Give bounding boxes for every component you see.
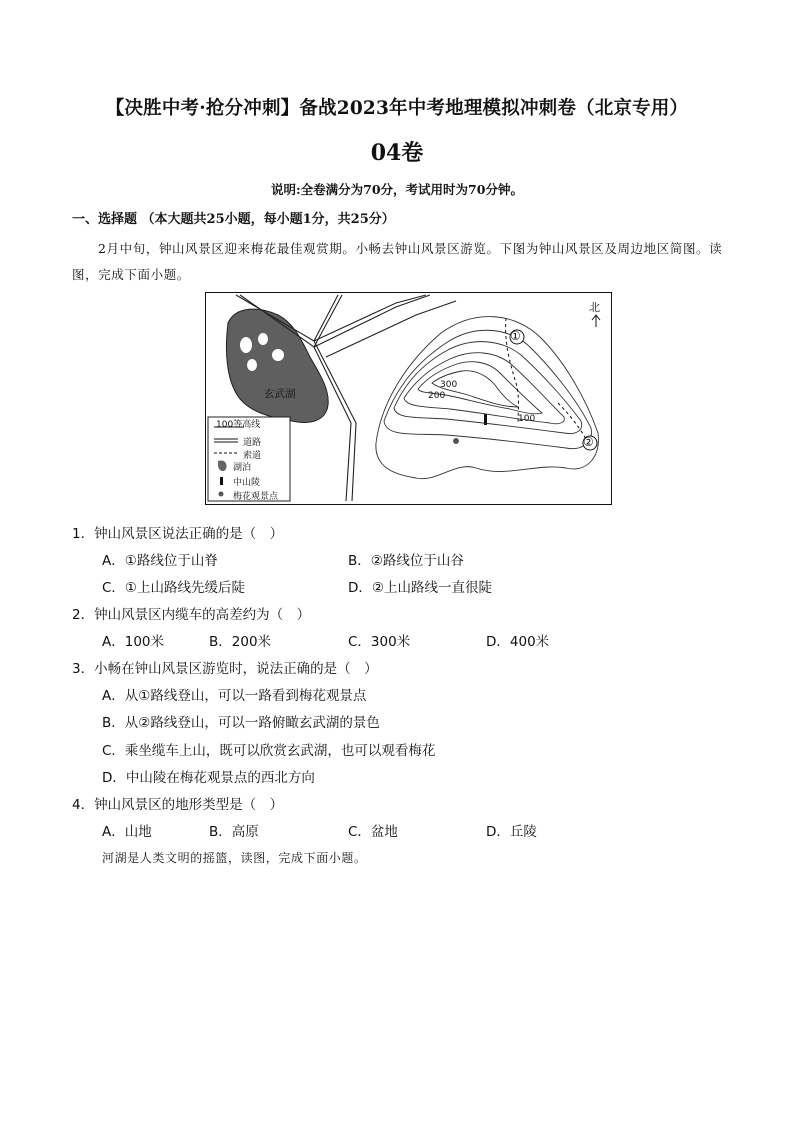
- zhongshan-map: [205, 292, 612, 505]
- legend-contour-prefix: 100: [216, 420, 234, 430]
- legend-cableway: 索道: [243, 451, 262, 461]
- contours: [376, 317, 599, 479]
- question-1: 1．钟山风景区说法正确的是（ ）: [72, 526, 284, 542]
- question-2: 2．钟山风景区内缆车的高差约为（ ）: [72, 607, 311, 623]
- question-3: 3．小畅在钟山风景区游览时，说法正确的是（ ）: [72, 661, 378, 677]
- island-4: [247, 359, 257, 371]
- q4-option-d[interactable]: D．丘陵: [486, 824, 537, 840]
- route-2-label: ②: [583, 435, 594, 449]
- paper-title: 【决胜中考·抢分冲刺】备战2023年中考地理模拟冲刺卷（北京专用）: [105, 98, 689, 119]
- q3-option-b[interactable]: B．从②路线登山，可以一路俯瞰玄武湖的景色: [102, 715, 380, 731]
- route-1-label: ①: [510, 329, 521, 343]
- exam-note: 说明:全卷满分为70分，考试用时为70分钟。: [271, 182, 523, 197]
- contour-300-label: 300: [440, 380, 458, 390]
- next-question-intro: 河湖是人类文明的摇篮，读图，完成下面小题。: [102, 851, 367, 865]
- legend-mausoleum-swatch: [220, 477, 223, 485]
- q4-option-c[interactable]: C．盆地: [348, 824, 398, 840]
- section-heading: 一、选择题 （本大题共25小题，每小题1分，共25分）: [72, 212, 395, 227]
- plum-mark: [453, 438, 459, 444]
- north-arrow: [592, 315, 600, 327]
- question-4: 4．钟山风景区的地形类型是（ ）: [72, 797, 284, 813]
- island-2: [258, 333, 268, 345]
- q1-option-c[interactable]: C．①上山路线先缓后陡: [102, 580, 246, 596]
- q2-option-d[interactable]: D．400米: [486, 634, 550, 650]
- legend-mausoleum: 中山陵: [233, 478, 261, 488]
- legend-plum-swatch: [219, 492, 224, 497]
- legend-contour-text: 等高线: [233, 420, 261, 430]
- island-1: [240, 337, 252, 353]
- paper-subtitle: 04卷: [370, 140, 424, 166]
- legend-contour: [212, 421, 260, 430]
- q4-option-a[interactable]: A．山地: [102, 824, 152, 840]
- q2-option-a[interactable]: A．100米: [102, 634, 165, 650]
- q4-option-b[interactable]: B．高原: [209, 824, 259, 840]
- contour-200-label: 200: [428, 391, 446, 401]
- contour-100-label: 100: [518, 414, 536, 424]
- legend-plum: 梅花观景点: [233, 492, 279, 502]
- q1-option-d[interactable]: D．②上山路线一直很陡: [348, 580, 492, 596]
- q1-option-a[interactable]: A．①路线位于山脊: [102, 553, 218, 569]
- island-3: [272, 349, 284, 361]
- lake-label: 玄武湖: [264, 388, 296, 400]
- q1-option-b[interactable]: B．②路线位于山谷: [348, 553, 464, 569]
- q3-option-d[interactable]: D．中山陵在梅花观景点的西北方向: [102, 770, 315, 786]
- north-label: 北: [589, 301, 600, 314]
- mausoleum-mark: [484, 414, 487, 425]
- q3-option-a[interactable]: A．从①路线登山，可以一路看到梅花观景点: [102, 688, 367, 704]
- xuanwu-lake: [226, 309, 328, 422]
- legend-road: 道路: [243, 438, 262, 448]
- legend-lake: 湖泊: [233, 463, 252, 473]
- q2-option-c[interactable]: C．300米: [348, 634, 411, 650]
- q3-option-c[interactable]: C．乘坐缆车上山，既可以欣赏玄武湖，也可以观看梅花: [102, 743, 436, 759]
- question-intro: 2月中旬，钟山风景区迎来梅花最佳观赏期。小畅去钟山风景区游览。下图为钟山风景区及周边地区简图。读图，完成下面小题。: [72, 241, 723, 282]
- q2-option-b[interactable]: B．200米: [209, 634, 272, 650]
